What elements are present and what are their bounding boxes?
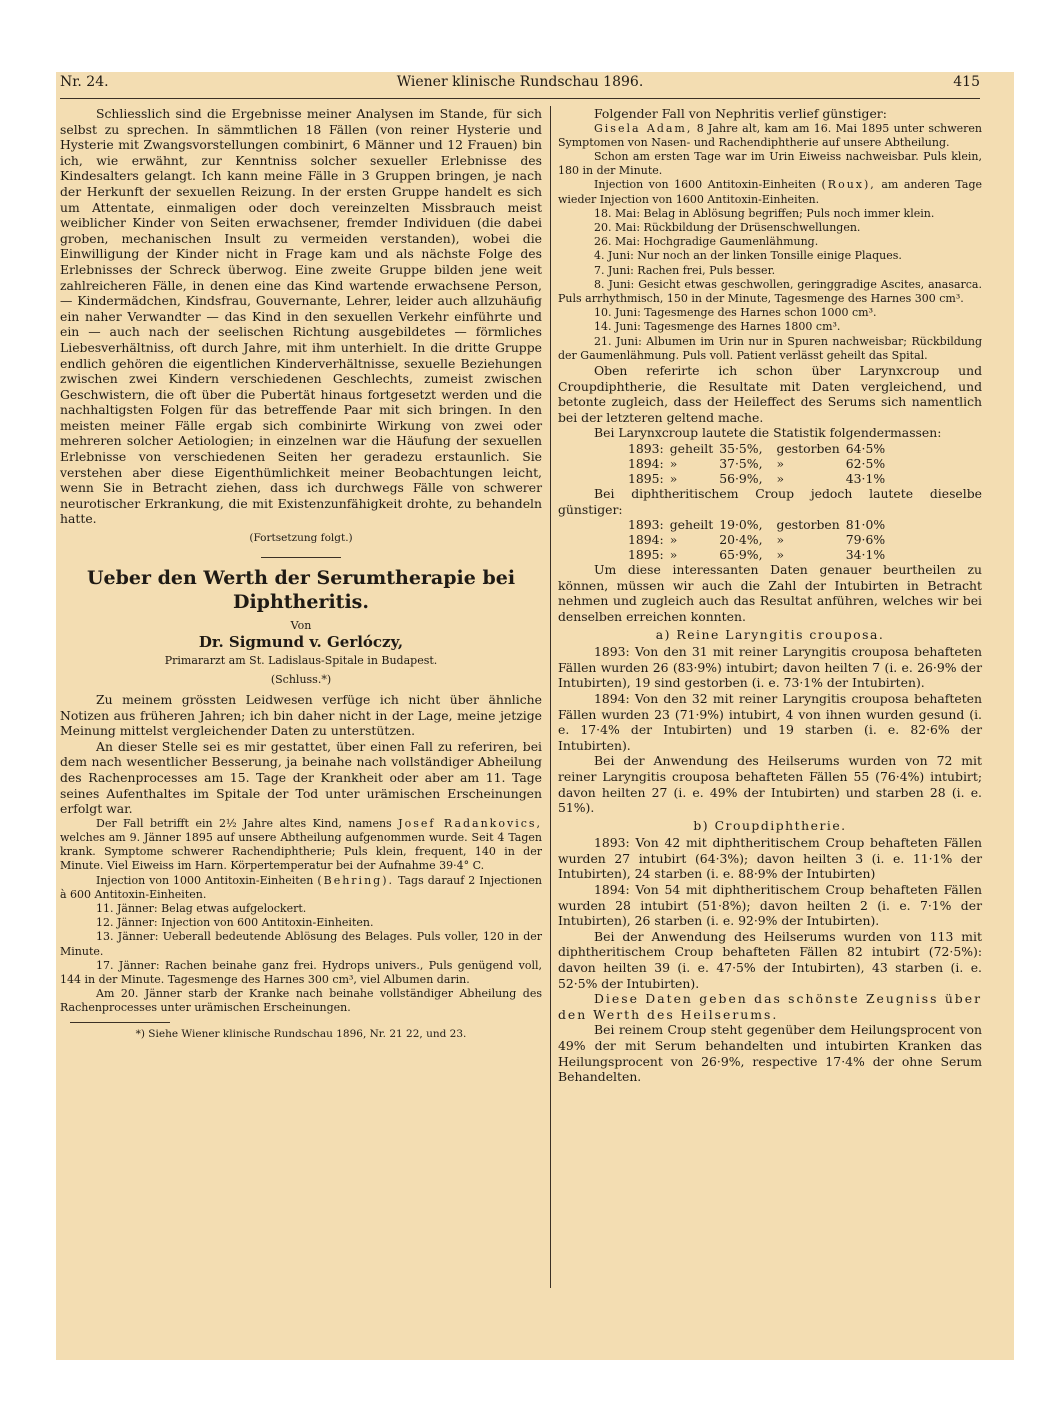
header-rule [60, 98, 980, 99]
table-cell: 35·5%, [719, 441, 763, 457]
section-heading: a) Reine Laryngitis crouposa. [655, 626, 885, 642]
table-cell: 62·5% [845, 456, 886, 472]
table-row [628, 456, 891, 471]
paragraph: Zu meinem grössten Leidwesen verfüge ich nicht über ähnliche Notizen aus früheren Jahren; ich bin daher nicht in der Lage, meine jetzige Meinung mittelst vergleichender Daten zu unterstützen. [60, 692, 542, 739]
footnote: *) Siehe Wiener klinische Rundschau 1896, Nr. 21 22, und 23. [135, 1027, 467, 1040]
paragraph: Bei reinem Croup steht gegenüber dem Heilungsprocent von 49% der mit Serum behandelten und intubirten Kranken das Heilungsprocent von 26·9%, respective 17·4% der ohne Serum Behandelten. [558, 1022, 982, 1085]
footnote-rule [70, 1022, 170, 1023]
column-divider [550, 106, 551, 1288]
table-cell: 1895: [628, 547, 664, 563]
paragraph: An dieser Stelle sei es mir gestattet, über einen Fall zu referiren, bei dem nach wesentlicher Besserung, ja beinahe nach vollständiger Abheilung des Rachenprocesses am 15. Tage der Krankheit oder aber am 11. Tage seines Aufenthaltes im Spitale der Tod unter urämischen Erscheinungen erfolgt war. [60, 738, 542, 817]
diary-entry: 20. Mai: Rückbildung der Drüsenschwellungen. [594, 221, 861, 235]
diary-entry: 21. Juni: Albumen im Urin nur in Spuren nachweisbar; Rückbildung der Gaumenlähmung. Puls voll. Patient verlässt geheilt das Spital. [558, 334, 982, 362]
paragraph: Bei der Anwendung des Heilserums wurden von 113 mit diphtheritischem Croup behafteten Fällen 82 intubirt (72·5%): davon heilten 39 (i. e. 47·5% der Intubirten), 43 starben (i. e. 52·5% der Intubirten). [558, 928, 982, 991]
table-cell: 34·1% [845, 547, 886, 563]
patient-name: Gisela Adam, [594, 121, 693, 135]
table-cell: 1894: [628, 456, 664, 472]
injection-text: Injection von 1600 Antitoxin-Einheiten [594, 178, 816, 192]
table-cell: 64·5% [845, 441, 886, 457]
patient-name: Josef Radankovics, [398, 816, 543, 830]
diary-entry: Am 20. Jänner starb der Kranke nach beinahe vollständiger Abheilung des Rachenprocesses unter urämischen Erscheinungen. [60, 987, 542, 1015]
table-cell: » [669, 532, 678, 548]
left-column [60, 106, 542, 1042]
injection-text: am anderen Tage wieder Injection von 1600 Antitoxin-Einheiten. [558, 178, 983, 206]
author-affiliation: Primararzt am St. Ladislaus-Spitale in Budapest. [164, 653, 438, 667]
diary-entry: 18. Mai: Belag in Ablösung begriffen; Puls noch immer klein. [594, 206, 935, 220]
diary-entry: 8. Juni: Gesicht etwas geschwollen, geringgradige Ascites, anasarca. Puls arrhythmisch, 150 in der Minute, Tagesmenge des Harnes 300 cm³. [558, 277, 982, 306]
running-header [60, 74, 980, 94]
diary-entry: 17. Jänner: Rachen beinahe ganz frei. Hydrops univers., Puls genügend voll, 144 in der Minute. Tagesmenge des Harnes 300 cm³, viel Albumen darin. [60, 958, 542, 986]
case-report: Schon am ersten Tage war im Urin Eiweiss nachweisbar. Puls klein, 180 in der Minute. [558, 150, 982, 178]
table-cell: 1894: [628, 532, 664, 548]
table-cell: 56·9%, [719, 471, 763, 487]
diary-entry: 26. Mai: Hochgradige Gaumenlähmung. [594, 235, 819, 249]
table-cell: 1895: [628, 471, 664, 487]
table-cell: 65·9%, [719, 547, 763, 563]
case-report [558, 122, 982, 150]
table-cell: 19·0%, [719, 517, 763, 533]
case-text: welches am 9. Jänner 1895 auf unsere Abtheilung aufgenommen wurde. Seit 4 Tagen krank. Symptome schwerer Rachendiphtherie; Puls klein, frequent, 140 in der Minute. Viel Eiweiss im Harn. Körpertemperatur bei der Aufnahme 39·4° C. [60, 830, 542, 873]
paragraph: Bei der Anwendung des Heilserums wurden von 72 mit reiner Laryngitis crouposa behafteten Fällen 55 (76·4%) intubirt; davon heilten 27 (i. e. 49% der Intubirten) und starben 28 (i. e. 51%). [558, 753, 982, 816]
case-text: Jahre altes Kind, namens [243, 816, 392, 830]
section-rule [261, 557, 341, 558]
paragraph: Schliesslich sind die Ergebnisse meiner Analysen im Stande, für sich selbst zu sprechen. In sämmtlichen 18 Fällen (von reiner Hysterie und Hysterie mit Zwangsvorstellungen combinirt, 6 Männer und 12 Frauen) bin ich, wie erwähnt, zur Kenntniss solcher sexueller Erlebnisse des Kindesalters gelangt. Ich kann meine Fälle in 3 Gruppen bringen, je nach der Herkunft der sexuellen Reizung. In der ersten Gruppe handelt es sich um Attentate, einmaligen oder doch vereinzelten Missbrauch meist weiblicher Kinder von Seiten erwachsener, fremder Individuen (die dabei groben, mechanischen Insult zu vermeiden verstanden), wobei die Einwilligung der Kinder nicht in Frage kam und als nächste Folge des Erlebnisses der Schreck überwog. Eine zweite Gruppe bilden jene weit zahlreicheren Fälle, in denen eine das Kind wartende erwachsene Person, — Kindermädchen, Kindsfrau, Gouvernante, Lehrer, leider auch allzuhäufig ein naher Verwandter — das Kind in den sexuellen Verkehr einführte und ein — auch nach der seelischen Richtung ausgebildetes — förmliches Liebesverhältniss, oft durch Jahre, mit ihm unterhielt. In die dritte Gruppe endlich gehören die eigentlichen Kinderverhältnisse, sexuelle Beziehungen zwischen zwei Kindern verschiedenen Geschlechts, zumeist zwischen Geschwistern, die oft über die Pubertät hinaus fortgesetzt werden und die nachhaltigsten Folgen für das betreffende Paar mit sich bringen. In den meisten meiner Fälle ergab sich combinirte Wirkung von zwei oder mehreren solcher Aetiologien; in einzelnen war die Häufung der sexuellen Erlebnisse von verschiedenen Seiten her geradezu erstaunlich. Sie verstehen aber diese Eigenthümlichkeit meiner Beobachtungen leicht, wenn Sie in Betracht ziehen, dass ich durchwegs Fälle von schwerer neurotischer Erkrankung, die mit Existenzunfähigkeit drohte, zu behandeln hatte. [60, 106, 542, 527]
article-title: Ueber den Werth der Serumtherapie bei Diphtheritis. [86, 566, 516, 613]
paragraph: 1893: Von den 31 mit reiner Laryngitis crouposa behafteten Fällen wurden 26 (83·9%) intubirt; davon heilten 7 (i. e. 26·9% der Intubirten), 19 sind gestorben (i. e. 73·1% der Intubirten). [558, 644, 982, 691]
case-report [60, 817, 542, 874]
right-column [558, 106, 982, 1085]
conclusion-note: (Schluss.*) [270, 673, 332, 687]
table-cell: 1893: [628, 441, 664, 457]
table-cell: 43·1% [845, 471, 886, 487]
diary-entry: 10. Juni: Tagesmenge des Harnes schon 1000 cm³. [594, 306, 877, 320]
paragraph: Bei Larynxcroup lautete die Statistik folgendermassen: [594, 425, 942, 441]
paragraph: 1894: Von 54 mit diphtheritischem Croup behafteten Fällen wurden 28 intubirt (51·8%); davon heilten 2 (i. e. 7·1% der Intubirten), 26 starben (i. e. 92·9% der Intubirten). [558, 882, 982, 929]
case-text: Der Fall betrifft ein [96, 816, 213, 830]
table-cell: geheilt [669, 517, 714, 533]
table-row [628, 441, 891, 456]
statistics-table-larynxcroup [628, 441, 891, 486]
table-row [628, 517, 891, 532]
section-heading: b) Croupdiphtherie. [693, 817, 847, 833]
table-row [628, 532, 891, 547]
table-cell: gestorben [776, 441, 840, 457]
table-cell: » [776, 471, 785, 487]
table-cell: geheilt [669, 441, 714, 457]
table-cell: » [669, 471, 678, 487]
injection-note [558, 178, 982, 206]
diary-entry: 4. Juni: Nur noch an der linken Tonsille einige Plaques. [594, 249, 902, 263]
table-cell: » [776, 456, 785, 472]
diary-entry: 11. Jänner: Belag etwas aufgelockert. [96, 901, 307, 915]
table-cell: 81·0% [845, 517, 886, 533]
serum-name: (Behring). [317, 873, 394, 887]
diary-entry: 13. Jänner: Ueberall bedeutende Ablösung des Belages. Puls voller, 120 in der Minute. [60, 930, 542, 958]
table-cell: » [776, 547, 785, 563]
injection-text: Injection von 1000 Antitoxin-Einheiten [96, 873, 314, 887]
case-text: 8 Jahre alt, kam am 16. Mai 1895 unter schweren Symptomen von Nasen- und Rachendiphtherie auf unsere Abtheilung. [558, 121, 982, 149]
case-age: 2½ [219, 816, 237, 830]
table-cell: » [776, 532, 785, 548]
paragraph: Diese Daten geben das schönste Zeugniss über den Werth des Heilserums. [558, 991, 982, 1022]
table-cell: gestorben [776, 517, 840, 533]
table-cell: 79·6% [845, 532, 886, 548]
table-cell: 20·4%, [719, 532, 763, 548]
continuation-note: (Fortsetzung folgt.) [249, 532, 353, 545]
table-cell: 1893: [628, 517, 664, 533]
paragraph: Folgender Fall von Nephritis verlief günstiger: [594, 106, 887, 121]
table-row [628, 471, 891, 486]
paragraph: Oben referirte ich schon über Larynxcroup und Croupdiphtherie, die Resultate mit Daten vergleichend, und betonte zugleich, dass der Heileffect des Serums sich namentlich bei der letzteren geltend mache. [558, 363, 982, 425]
diary-entry: 7. Juni: Rachen frei, Puls besser. [594, 263, 776, 277]
table-cell: » [669, 547, 678, 563]
author-name: Dr. Sigmund v. Gerlóczy, [198, 633, 404, 652]
issue-number: Nr. 24. [60, 74, 109, 90]
paragraph: Um diese interessanten Daten genauer beurtheilen zu können, müssen wir auch die Zahl der Intubirten in Betracht nehmen und zugleich auch das Resultat anführen, welches wir bei denselben erreichen konnten. [558, 562, 982, 624]
paragraph: 1893: Von 42 mit diphtheritischem Croup behafteten Fällen wurden 27 intubirt (64·3%); davon heilten 3 (i. e. 11·1% der Intubirten), 24 starben (i. e. 88·9% der Intubirten) [558, 835, 982, 882]
injection-note [60, 874, 542, 902]
injection-text: Tags darauf 2 Injectionen à 600 Antitoxin-Einheiten. [60, 873, 543, 901]
table-cell: » [669, 456, 678, 472]
byline-von: Von [290, 618, 312, 632]
table-row [628, 547, 891, 562]
journal-title: Wiener klinische Rundschau 1896. [396, 74, 644, 90]
statistics-table-croup [628, 517, 891, 562]
diary-entry: 12. Jänner: Injection von 600 Antitoxin-Einheiten. [96, 916, 374, 930]
table-cell: 37·5%, [719, 456, 763, 472]
diary-entry: 14. Juni: Tagesmenge des Harnes 1800 cm³. [594, 320, 841, 334]
paragraph: Bei diphtheritischem Croup jedoch lautete dieselbe günstiger: [558, 486, 982, 517]
page-number: 415 [953, 74, 980, 90]
paragraph: 1894: Von den 32 mit reiner Laryngitis crouposa behafteten Fällen wurden 23 (71·9%) intubirt, 4 von ihnen wurden gesund (i. e. 17·4% der Intubirten) und 19 starben (i. e. 82·6% der Intubirten). [558, 690, 982, 753]
serum-name: (Roux), [821, 178, 876, 192]
